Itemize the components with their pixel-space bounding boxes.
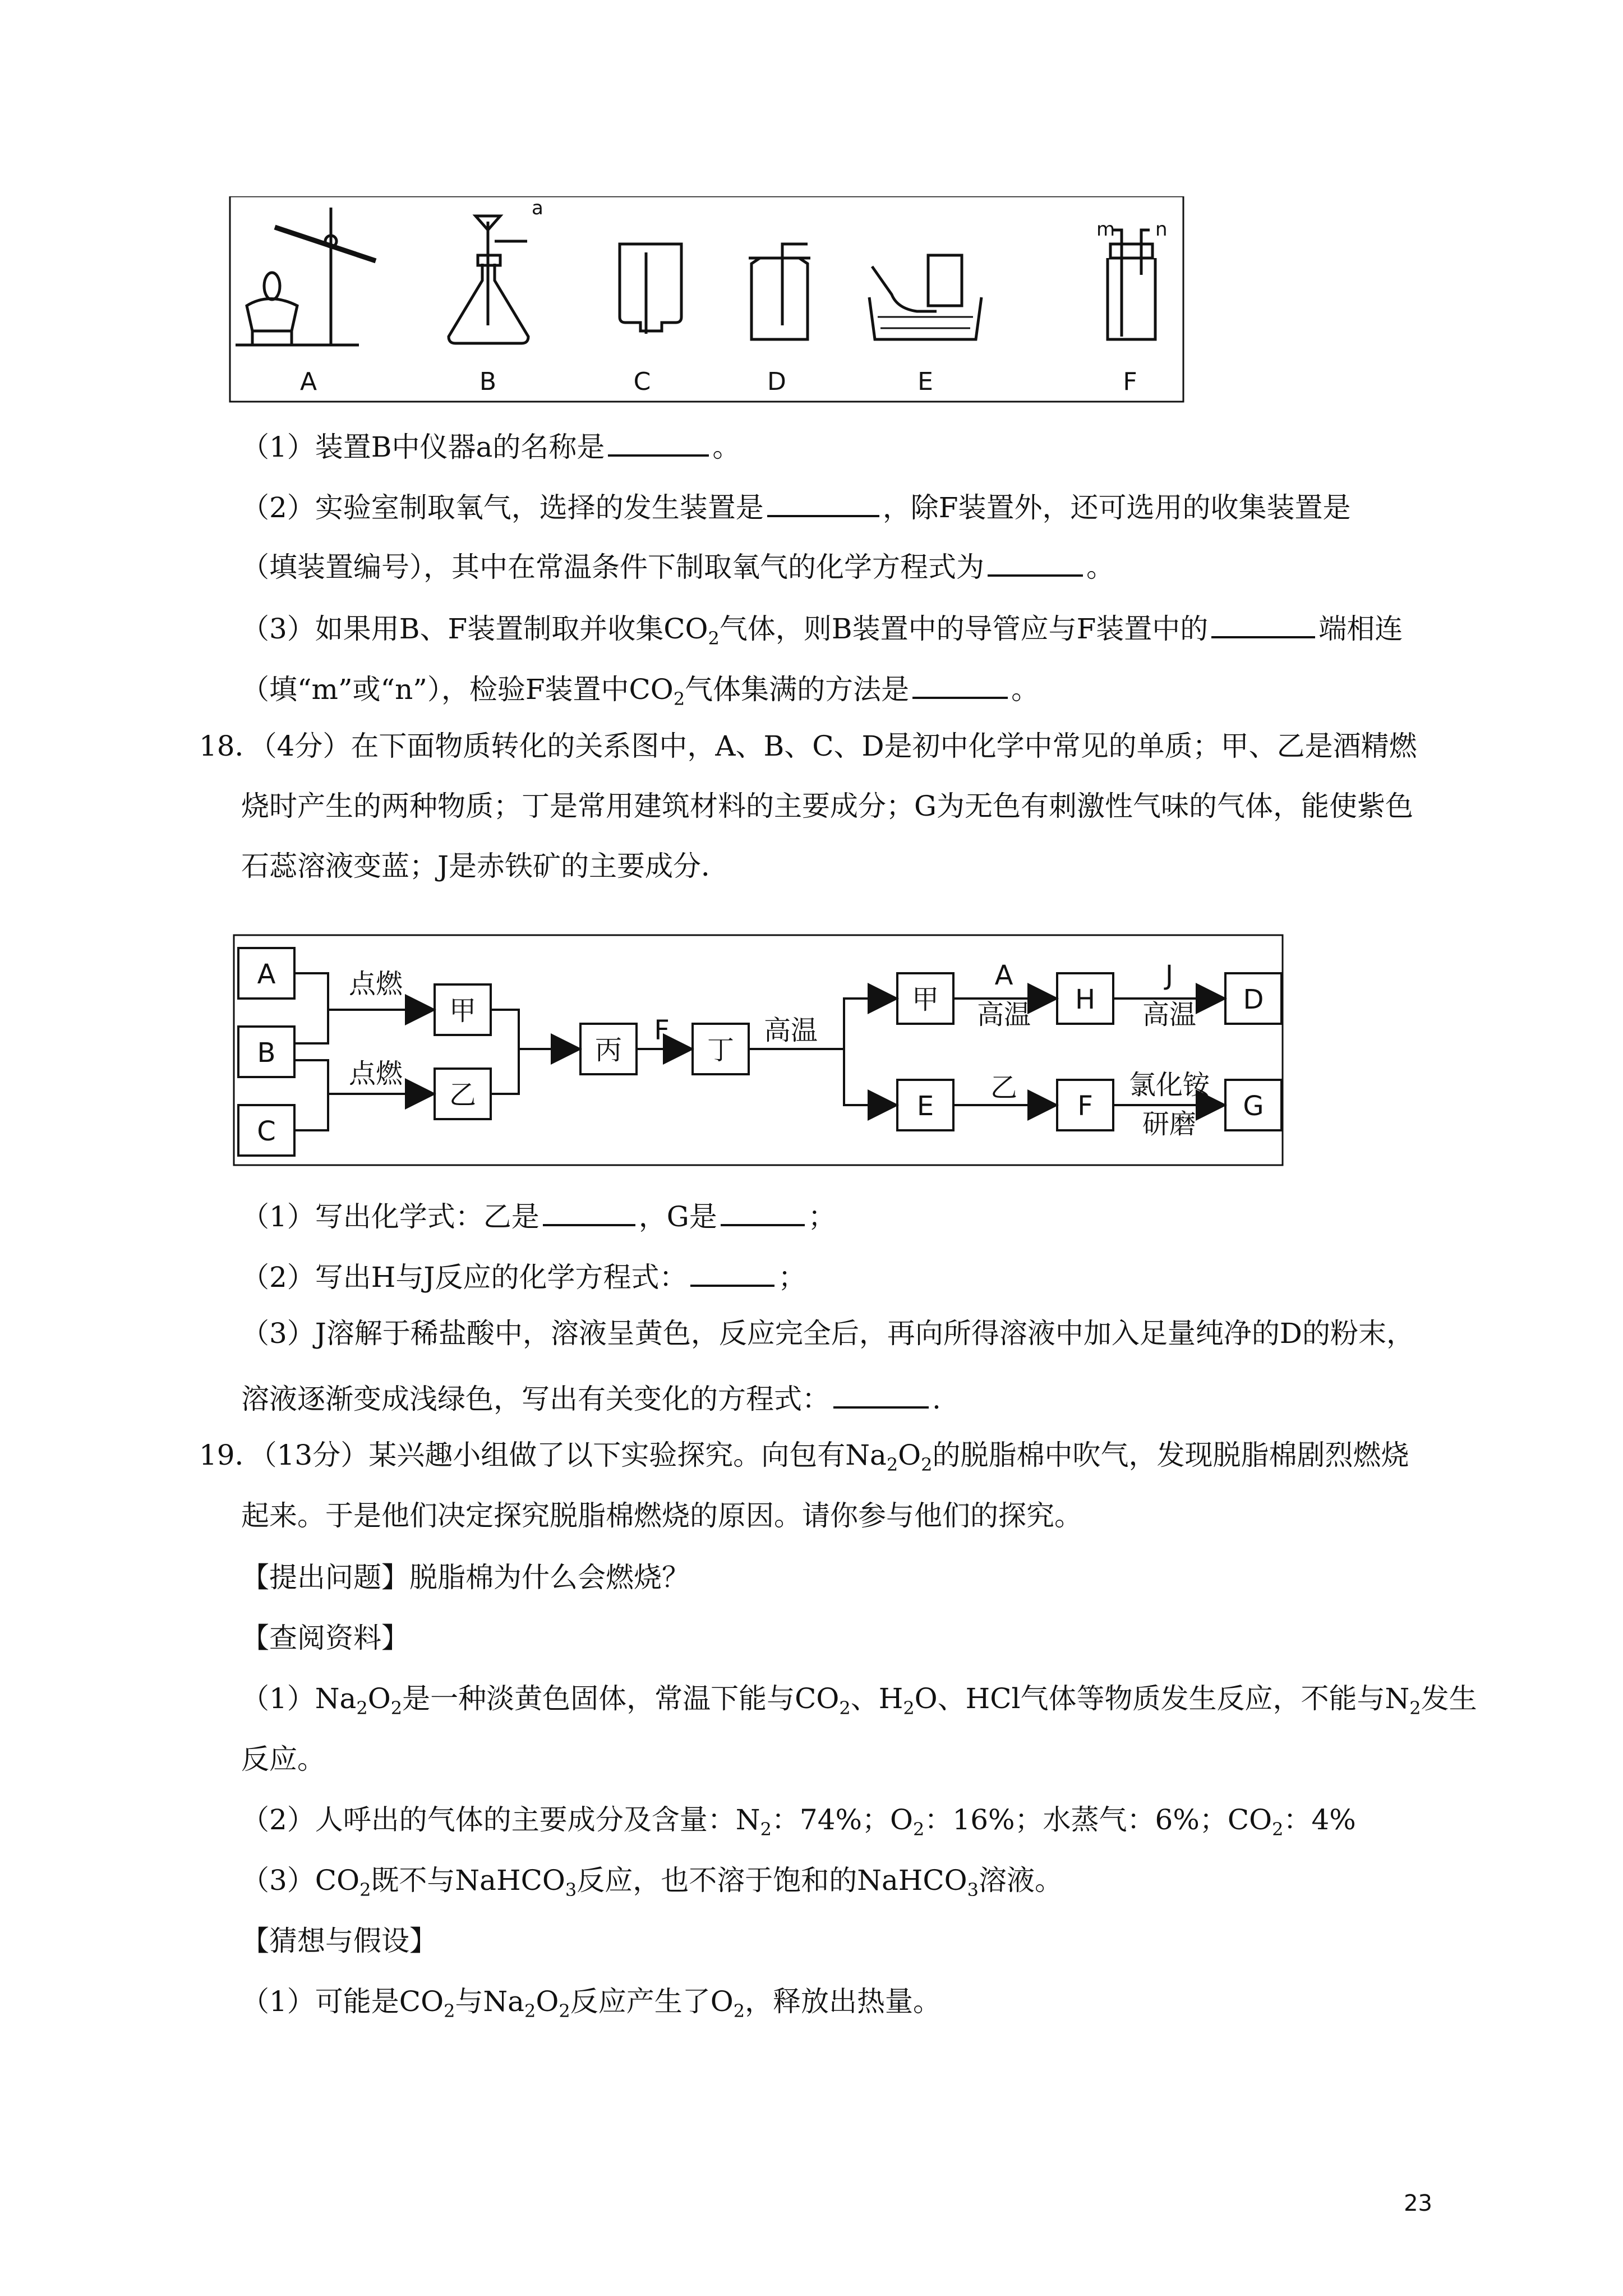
figure-frame: [230, 196, 1183, 402]
apparatus-figure: [224, 196, 1189, 404]
q18-part3-cont: 溶液逐渐变成浅绿色，写出有关变化的方程式： .: [241, 1377, 941, 1417]
edge-label-high-temp: 高温: [763, 1015, 818, 1046]
node-g: G: [1243, 1091, 1264, 1122]
answer-blank[interactable]: [543, 1195, 635, 1226]
q19-materials-heading: 【查阅资料】: [241, 1622, 409, 1654]
q19-material-1-cont: 反应。: [241, 1743, 325, 1775]
answer-blank[interactable]: [767, 486, 879, 517]
edge-label-f: F: [654, 1015, 670, 1046]
answer-blank[interactable]: [988, 545, 1083, 577]
edge-label-high-temp-3: 高温: [1142, 999, 1197, 1030]
answer-blank[interactable]: [833, 1377, 929, 1409]
q18-part3: （3）J溶解于稀盐酸中，溶液呈黄色，反应完全后，再向所得溶液中加入足量纯净的D的粉末，: [241, 1317, 1414, 1350]
apparatus-d: [749, 244, 810, 339]
node-c: C: [257, 1116, 276, 1147]
q19-material-1: $(1)Na_2O_2$是一种淡黄色固体，常温下能与$CO_2$、$H_2O$、HCl气体等物质发生反应，不能与$N_2$发生: [241, 1682, 1477, 1719]
q18-stem-line1: 18．（4分）在下面物质转化的关系图中，A、B、C、D是初中化学中常见的单质；甲、乙是酒精燃: [199, 730, 1417, 762]
q17-part3-cont: （填“m”或“n”），检验F装置中$CO_2$气体集满的方法是 。: [241, 668, 1039, 707]
q18-part1: （1）写出化学式：乙是 ，G是 ；: [241, 1195, 836, 1235]
q17-part3: （3）如果用B、F装置制取并收集$CO_2$气体，则B装置中的导管应与F装置中的 端相连: [241, 607, 1403, 647]
caption-d: D: [767, 367, 786, 396]
q17-part1: （1）装置B中仪器a的名称是 。: [241, 425, 740, 465]
node-ding: 丁: [707, 1034, 735, 1066]
edge-label-a: A: [994, 960, 1013, 991]
node-yi1: 乙: [449, 1079, 477, 1111]
caption-b: B: [479, 367, 497, 396]
q19-material-2: （2）人呼出的气体的主要成分及含量：$N_2$：74%；$O_2$：16%；水蒸气：6%；$CO_2$：4%: [241, 1803, 1356, 1840]
edge-label-ignite-1: 点燃: [348, 968, 403, 1000]
answer-blank[interactable]: [912, 668, 1008, 699]
node-bing: 丙: [594, 1034, 623, 1066]
node-e: E: [916, 1091, 934, 1122]
q19-stem-line2: 起来。于是他们决定探究脱脂棉燃烧的原因。请你参与他们的探究。: [241, 1499, 1082, 1532]
node-jia2: 甲: [911, 984, 939, 1015]
q17-part2: （2）实验室制取氧气，选择的发生装置是 ，除F装置外，还可选用的收集装置是: [241, 486, 1351, 526]
apparatus-a: [236, 208, 376, 345]
node-b: B: [257, 1037, 276, 1069]
q19-hypothesis-1: （1）可能是$CO_2$与$Na_2O_2$反应产生了$O_2$，释放出热量。: [241, 1985, 942, 2022]
q18-part2: （2）写出H与J反应的化学方程式： ；: [241, 1255, 806, 1295]
edge-label-ammonium-chloride: 氯化铵: [1128, 1069, 1210, 1101]
q17-part2-cont: （填装置编号），其中在常温条件下制取氧气的化学方程式为 。: [241, 545, 1114, 585]
node-a: A: [257, 959, 276, 990]
transformation-diagram: [227, 934, 1287, 1170]
label-n: n: [1155, 218, 1168, 241]
answer-blank[interactable]: [721, 1195, 805, 1226]
edge-label-yi: 乙: [990, 1072, 1018, 1103]
node-h: H: [1075, 984, 1096, 1015]
q18-stem-line2: 烧时产生的两种物质；丁是常用建筑材料的主要成分；G为无色有刺激性气味的气体，能使紫色: [241, 790, 1413, 822]
answer-blank[interactable]: [1211, 607, 1315, 638]
q19-stem-line1: 19．（13分）某兴趣小组做了以下实验探究。向包有$Na_2O_2$的脱脂棉中吹气，发现脱脂棉剧烈燃烧: [199, 1439, 1409, 1475]
page-number: 23: [1404, 2191, 1432, 2216]
edge-label-j: J: [1165, 960, 1174, 991]
q18-stem-line3: 石蕊溶液变蓝；J是赤铁矿的主要成分．: [241, 850, 730, 882]
caption-f: F: [1123, 367, 1137, 396]
apparatus-b: [449, 197, 543, 343]
answer-blank[interactable]: [608, 425, 709, 457]
caption-a: A: [299, 367, 317, 396]
apparatus-e: [869, 255, 981, 339]
edge-label-ignite-2: 点燃: [348, 1058, 403, 1089]
q19-material-3: $(3)CO_2$既不与NaHCO$_3$反应，也不溶于饱和的NaHCO$_3$溶液。: [241, 1864, 1063, 1901]
node-d: D: [1243, 984, 1264, 1015]
q19-hypothesis-heading: 【猜想与假设】: [241, 1925, 437, 1957]
label-m: m: [1096, 218, 1115, 241]
label-a: a: [532, 197, 543, 219]
caption-e: E: [917, 367, 933, 396]
answer-blank[interactable]: [690, 1255, 774, 1287]
node-f: F: [1077, 1091, 1093, 1122]
edge-label-high-temp-2: 高温: [976, 999, 1031, 1030]
caption-c: C: [633, 367, 651, 396]
apparatus-f: [1096, 218, 1168, 339]
q19-question-heading: 【提出问题】脱脂棉为什么会燃烧？: [241, 1561, 690, 1594]
edge-label-grind: 研磨: [1142, 1108, 1197, 1140]
node-jia1: 甲: [449, 995, 477, 1027]
apparatus-c: [620, 244, 681, 334]
